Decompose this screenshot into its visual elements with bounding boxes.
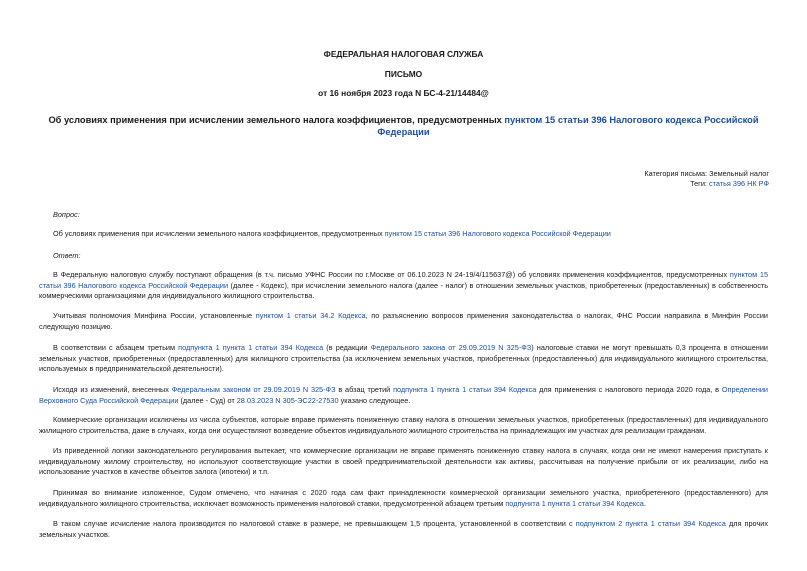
answer-paragraph-8 [39, 519, 768, 540]
text-span: , по разъяснению вопросов применения законодательства о налогах, ФНС России направила в Минфин России следующую позицию. [39, 311, 768, 331]
link-article-396[interactable]: пунктом 15 статьи 396 Налогового кодекса Российской Федерации [39, 270, 768, 290]
text-span: Исходя из изменений, внесенных [53, 385, 172, 394]
text-span: ) налоговые ставки не могут превышать 0,3 процента в отношении земельных участков, приобретенных (предоставленных) для жилищного строительства (за исключением земельных участков, приобретенных (предоставленных) для индивидуального жилищного строительства, используемых в предпринимательской деятельности). [39, 343, 768, 374]
answer-paragraph-3 [39, 343, 768, 375]
text-span: (в редакции [323, 343, 371, 352]
title-link[interactable]: пунктом 15 статьи 396 Налогового кодекса Российской Федерации [377, 115, 759, 137]
question-text [39, 229, 768, 240]
text-span: (далее - Суд) от [178, 395, 237, 405]
link-article-394-sub2[interactable]: подпунктом 2 пункта 1 статьи 394 Кодекса [575, 519, 726, 528]
text-span: Принимая во внимание изложенное, Судом отмечено, что начиная с 2020 года сам факт принадлежности коммерческой организации земельного участка, приобретенного (предоставленного) для индивидуального жилищного строительства, исключает возможность применения налоговой ставки, предусмотренной абзацем третьим [39, 488, 768, 508]
text-span: для прочих земельных участков. [39, 519, 768, 539]
answer-label: Ответ: [53, 251, 81, 260]
answer-paragraph-2 [39, 311, 768, 332]
text-span: для применения с налогового периода 2020 года, в [536, 385, 722, 394]
tags-link[interactable]: статья 396 НК РФ [708, 179, 769, 188]
question-label: Вопрос: [53, 210, 80, 219]
text-span: указано следующее. [338, 395, 411, 405]
answer-paragraph-1 [39, 270, 768, 302]
link-article-34-2[interactable]: пунктом 1 статьи 34.2 Кодекса [255, 311, 366, 320]
text-span: В соответствии с абзацем третьим [53, 343, 179, 352]
doc-date-number: от 16 ноября 2023 года N БС-4-21/14484@ [318, 88, 489, 98]
answer-paragraph-5: Коммерческие организации исключены из числа субъектов, которые вправе применять пониженную ставку налога в отношении земельных участков, приобретенных (предоставленных) для индивидуального жилищного строительства, даже в случаях, когда они осуществляют возведение объектов индивидуального жилищного строительства на принадлежащих им участках для реализации гражданам. [39, 415, 768, 435]
link-article-394[interactable]: подпункта 1 пункта 1 статьи 394 Кодекса [393, 385, 537, 394]
answer-paragraph-6: Из приведенной логики законодательного регулирования вытекает, что коммерческие организации не вправе применять пониженную ставку налога в случаях, когда они не имеют намерения приступать к индивидуальному жилому строительству, но используют соответствующие участки в своей предпринимательской деятельности как активы, рассчитывая на получение прибыли от их реализации, либо на использование участков в качестве объектов залога (ипотеки) и т.п. [39, 446, 768, 477]
question-link[interactable]: пунктом 15 статьи 396 Налогового кодекса Российской Федерации [384, 229, 611, 238]
letter-title [40, 114, 767, 138]
answer-paragraph-7 [39, 488, 768, 509]
letter-category: Категория письма: Земельный налог [644, 169, 769, 178]
org-name: ФЕДЕРАЛЬНАЯ НАЛОГОВАЯ СЛУЖБА [323, 49, 484, 59]
link-federal-law[interactable]: Федеральным законом от 29.09.2019 N 325-ФЗ [171, 385, 336, 394]
title-text: Об условиях применения при исчислении земельного налога коэффициентов, предусмотренных [48, 115, 505, 125]
link-article-394[interactable]: подпункта 1 пункта 1 статьи 394 Кодекса [505, 498, 644, 508]
tags-label: Теги: [690, 179, 709, 188]
text-span: (далее - Кодекс), при исчислении земельного налога (далее - налог) в отношении земельных участков, приобретенных (предоставленных) в собственность коммерческими организациями для индивидуального жилищного строительства. [39, 280, 768, 301]
answer-paragraph-4 [39, 385, 768, 406]
question-text-part: Об условиях применения при исчислении земельного налога коэффициентов, предусмотренных [53, 229, 385, 238]
text-span: В Федеральную налоговую службу поступают обращения (в т.ч. письмо УФНС России по г.Москве от 06.10.2023 N 24-19/4/115637@) об условиях применения коэффициентов, предусмотренных [53, 270, 730, 279]
doc-type: ПИСЬМО [384, 69, 423, 79]
link-case-number[interactable]: 28.03.2023 N 305-ЭС22-27530 [236, 395, 339, 405]
text-span: В таком случае исчисление налога производится по налоговой ставке в размере, не превышающем 1,5 процента, установленной в соответствии с [53, 519, 576, 528]
text-span: в абзац третий [335, 385, 394, 394]
link-federal-law[interactable]: Федерального закона от 29.09.2019 N 325-ФЗ [370, 343, 532, 352]
link-article-394[interactable]: подпункта 1 пункта 1 статьи 394 Кодекса [178, 343, 324, 352]
link-supreme-court-ruling[interactable]: Определении Верховного Суда Российской Федерации [39, 385, 769, 405]
text-span: . [643, 498, 646, 508]
letter-tags [690, 179, 769, 188]
text-span: Учитывая полномочия Минфина России, установленные [53, 311, 256, 320]
